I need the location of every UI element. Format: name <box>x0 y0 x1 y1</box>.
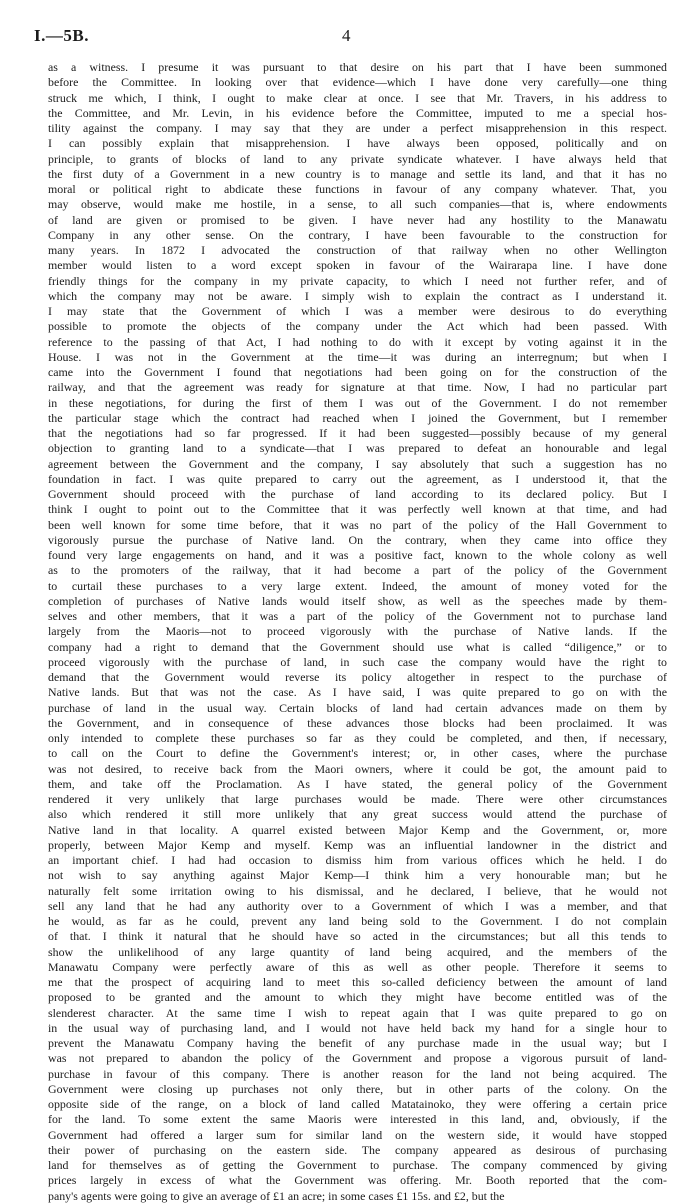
page-number: 4 <box>342 26 351 45</box>
text-line: of land are given or promised to be given. I have never had any hostility to the Manawatu <box>48 212 667 227</box>
text-line: selves and other members, that it was a part of the policy of the Government not to purchase land <box>48 609 667 623</box>
text-line: the first duty of a Government in a new country is to manage and settle its land, and that it has no <box>48 166 667 181</box>
text-line: railway, and that the agreement was ready for signature at that time. Now, I had no particular part <box>48 380 667 395</box>
text-line: in these negotiations, for during the first of them I was out of the Government. I do not remember <box>48 395 667 410</box>
text-line: properly, between Major Kemp and myself. Kemp was an influential landowner in the district and <box>48 837 667 852</box>
text-line: the Government, and in consequence of these advances those blocks had been proclaimed. It was <box>48 715 667 730</box>
text-line: friendly things for the company in my private capacity, to which I need not further refer, and of <box>48 273 667 288</box>
text-line: tility against the company. I may say that they are under a perfect misapprehension in this respect. <box>48 121 667 135</box>
text-line: which the company may not be aware. I simply wish to explain the contract as I understand it. <box>48 288 667 303</box>
text-line: was not prepared to abandon the policy of the Government and propose a vigorous pursuit of land- <box>48 1051 667 1066</box>
text-line: moral or political right to abdicate these functions in favour of any company whatever. That, you <box>48 182 667 196</box>
text-line: also which rendered it still more unlikely that any great success would attend the purchase of <box>48 807 667 822</box>
text-line: came into the Government I found that negotiations had been going on for the construction of the <box>48 365 667 379</box>
text-line: pany's agents were going to give an average of £1 an acre; in some cases £1 15s. and £2, but the <box>48 1188 505 1203</box>
document-reference: I.—5B. <box>34 26 89 45</box>
text-line: objection to granting land to a syndicate—that I was prepared to defeat an honourable and legal <box>48 441 667 456</box>
text-line: before the Committee. In looking over that evidence—which I have done very carefully—one thing <box>48 75 667 90</box>
text-line: to curtail these purchases to a very large extent. Indeed, the amount of money voted for the <box>48 578 667 593</box>
text-line: found very large engagements on hand, and it was a positive fact, known to the whole colony as well <box>48 548 667 562</box>
text-line: purchase in favour of this company. There is another reason for the land not being acquired. The <box>48 1066 667 1081</box>
text-line: rendered it very unlikely that large purchases would be made. There were other circumstances <box>48 792 667 806</box>
text-line: as a witness. I presume it was pursuant to that desire on his part that I have been summoned <box>48 60 667 74</box>
text-line: me that the prospect of acquiring land to meet this so-called deficiency between the amount of land <box>48 975 667 989</box>
text-line: Manawatu Company were perfectly aware of this as well as other people. Therefore it seems to <box>48 959 667 974</box>
text-line: vigorously pursue the purchase of Native land. On the contrary, when they came into office they <box>48 532 667 547</box>
text-line: naturally felt some irritation owing to his dismissal, and he declared, I believe, that he would not <box>48 883 667 898</box>
text-line: prices largely in excess of what the Government was offering. Mr. Booth reported that the com- <box>48 1173 667 1188</box>
text-line: opposite side of the range, on a block of land called Matatainoko, they were offering a certain price <box>48 1097 667 1111</box>
text-line: Government had offered a larger sum for similar land on the western side, it would have stopped <box>48 1127 667 1142</box>
text-line: many years. In 1872 I advocated the construction of that railway when no other Wellington <box>48 243 667 257</box>
text-line: an important chief. I had had occasion to dismiss him from various offices which he held. I do <box>48 853 667 867</box>
text-line: Company in any other sense. On the contrary, I have been favourable to the construction for <box>48 227 667 242</box>
text-line: reference to the passing of that Act, I had nothing to do with it except by voting against it in the <box>48 334 667 349</box>
text-line: member would listen to a word except spoken in favour of the Wairarapa line. I have done <box>48 258 667 273</box>
text-line: their power of purchasing on the eastern side. The company appeared as desirous of purchasing <box>48 1142 667 1157</box>
text-line: House. I was not in the Government at the time—it was during an interregnum; but when I <box>48 349 667 364</box>
text-line: for the land. To some extent the same Maoris were interested in this land, and, obviously, if the <box>48 1112 667 1127</box>
text-line: may observe, would make me hostile, in a sense, to all such companies—that is, where endowments <box>48 197 667 212</box>
text-line: Government were closing up purchases not only there, but in other parts of the colony. On the <box>48 1081 667 1096</box>
text-line: show the unlikelihood of any large quantity of land being acquired, and the members of the <box>48 944 667 959</box>
text-line: company had a right to demand that the Government should use what is called “diligence,” or to <box>48 639 667 654</box>
text-line: was not desired, to receive back from the Maori owners, where it could be got, the amount paid to <box>48 761 667 776</box>
text-line: proceed vigorously with the purchase of land, in such case the company would have the right to <box>48 654 667 669</box>
text-line: that the negotiations had so far progressed. If it had been suggested—possibly because of my general <box>48 426 667 440</box>
text-line: I can possibly explain that misapprehension. I have always been opposed, politically and on <box>48 136 667 151</box>
text-line: slenderest character. At the same time I wish to repeat again that I was quite prepared to go on <box>48 1005 667 1020</box>
text-line: as to the promoters of the railway, that it had become a part of the policy of the Government <box>48 563 667 578</box>
text-line: only intended to complete these purchases so far as they could be completed, and then, if necessary, <box>48 731 667 745</box>
text-line: sell any land that he had any authority over to a Government of which I was a member, and that <box>48 898 667 913</box>
text-line: in the usual way of purchasing land, and I would not have held back my hand for a single hour to <box>48 1020 667 1035</box>
text-line: think I ought to point out to the Committee that it was perfectly well known at that time, and had <box>48 502 667 517</box>
text-line: them, and take off the Proclamation. As I have stated, the general policy of the Government <box>48 776 667 791</box>
text-line: land for themselves as of getting the Government to purchase. The company commenced by giving <box>48 1158 667 1172</box>
text-line: foundation in fact. I was quite prepared to carry out the agreement, as I understood it, that the <box>48 471 667 486</box>
text-line: not wish to say anything against Major Kemp—I think him a very honourable man; but he <box>48 868 667 883</box>
text-line: completion of purchases of Native lands would itself show, as well as the speeches made by them- <box>48 593 667 608</box>
text-line: the Committee, and Mr. Levin, in his evidence before the Committee, imputed to me a special hos- <box>48 105 667 120</box>
text-line: I may state that the Government of which I was a member were desirous to do everything <box>48 304 667 318</box>
text-line: agreement between the Government and the company, I say absolutely that such a suggestion has no <box>48 456 667 471</box>
text-line: the particular stage which the contract had reached when I joined the Government, but I remember <box>48 410 667 425</box>
text-line: proposed to be granted and the amount to which they might have become entitled was of the <box>48 990 667 1005</box>
text-line: Native lands. But that was not the case. As I have said, I was quite prepared to go on with the <box>48 685 667 700</box>
text-line: purchase of land in the usual way. Certain blocks of land had certain advances made on them by <box>48 700 667 715</box>
page-header <box>34 26 662 50</box>
text-line: of that. I think it natural that he should have so acted in the circumstances; but all this tends to <box>48 929 667 944</box>
body-text <box>48 60 667 1204</box>
text-line: largely from the Maoris—not to proceed vigorously with the purchase of Native lands. If the <box>48 624 667 639</box>
text-line: been well known for some time before, that it was no part of the policy of the Hall Government to <box>48 517 667 532</box>
text-line: he would, as far as he could, prevent any land being sold to the Government. I do not complain <box>48 914 667 928</box>
text-line: prevent the Manawatu Company having the benefit of any purchase made in the usual way; but I <box>48 1036 667 1050</box>
text-line: demand that the Government would reverse its policy altogether in respect to the purchase of <box>48 670 667 684</box>
text-line: principle, to grants of blocks of land to any private syndicate whatever. I have always held that <box>48 151 667 166</box>
text-line: to call on the Court to define the Government's interest; or, in other cases, where the purchase <box>48 746 667 761</box>
text-line: possible to promote the objects of the company under the Act which had been passed. With <box>48 319 667 334</box>
text-line: Native land in that locality. A quarrel existed between Major Kemp and the Government, or, more <box>48 822 667 837</box>
text-line: struck me which, I think, I ought to make clear at once. I see that Mr. Travers, in his address to <box>48 90 667 105</box>
text-line: Government should proceed with the purchase of land according to its declared policy. But I <box>48 487 667 501</box>
